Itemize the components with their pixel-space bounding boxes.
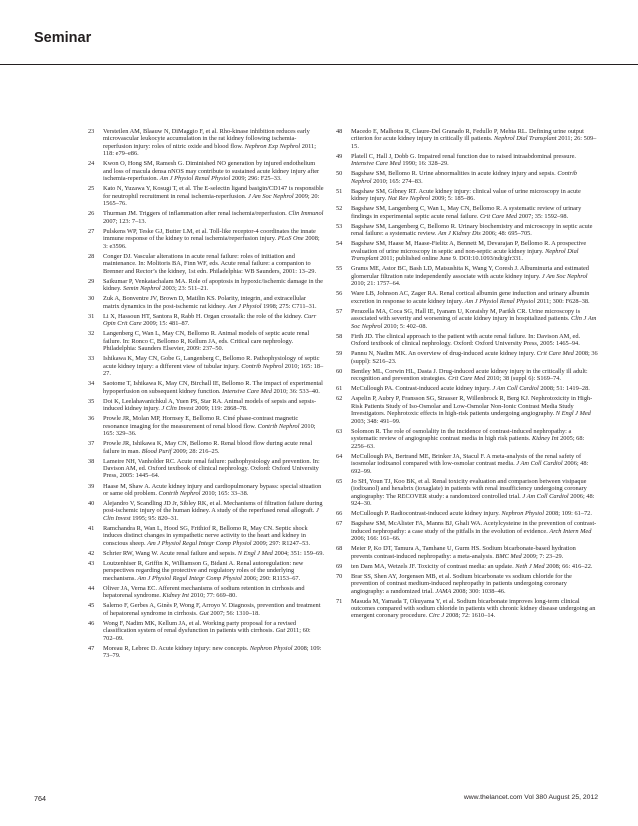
reference-citation: 2009; 28: 216–25.: [171, 447, 220, 455]
reference-list-right: [336, 128, 598, 623]
reference-text: Masuda M, Yamada T, Okuyama Y, et al. Sodium bicarbonate improves long-term clinical outcomes compared with sodium chloride in patients with chronic kidney disease undergoing an emergent coronary procedure.: [351, 597, 596, 620]
reference-citation: 2010; 21: 1757–64.: [351, 280, 401, 288]
reference-journal: J Am Soc Nephrol: [541, 272, 588, 280]
reference-text: Saikumar P, Venkatachalam MA. Role of apoptosis in hypoxic/ischemic damage in the kidney.: [103, 277, 323, 293]
reference-citation: 2008; 72: 1610–14.: [444, 612, 496, 620]
reference-journal: J Am Soc Nephrol: [247, 192, 294, 200]
reference-citation: 2009; 119: 2868–78.: [193, 405, 248, 413]
reference-item: [88, 560, 324, 582]
reference-number: 24: [88, 160, 95, 168]
reference-text: Macedo E, Malhotra R, Claure-Del Granado R, Fedullo P, Mehta RL. Defining urine output criterion for acute kidney injury in critically ill patients.: [351, 128, 584, 143]
reference-item: [88, 228, 324, 250]
reference-text: Thurman JM. Triggers of inflammation after renal ischemia/reperfusion.: [103, 210, 289, 218]
reference-citation: 2011; 60: 702–09.: [103, 627, 311, 642]
reference-journal: Nephron Exp Nephrol: [244, 142, 301, 150]
reference-number: 55: [336, 265, 343, 273]
reference-item: [336, 545, 598, 560]
reference-journal: Am J Physiol Regul Integr Comp Physiol: [147, 539, 252, 547]
reference-number: 56: [336, 290, 343, 298]
reference-item: [88, 330, 324, 352]
reference-journal: J Clin Invest: [161, 405, 194, 413]
reference-citation: 2010; 5: 402–08.: [382, 322, 428, 330]
reference-item: [336, 368, 598, 383]
reference-number: 27: [88, 227, 95, 235]
reference-citation: 2009; 5: 185–86.: [430, 195, 475, 203]
reference-journal: Contrib Nephrol: [257, 422, 300, 430]
reference-text: McCullough PA. Contrast-induced acute kidney injury.: [351, 385, 493, 393]
reference-item: [336, 290, 598, 305]
reference-item: [336, 478, 598, 508]
reference-citation: 2006; 48: 924–30.: [351, 492, 595, 508]
reference-number: 38: [88, 457, 95, 465]
reference-journal: Crit Care Med: [448, 375, 486, 383]
reference-item: [88, 295, 324, 310]
reference-number: 31: [88, 312, 95, 320]
reference-item: [88, 160, 324, 182]
reference-citation: 2011; 118: e79–e86.: [103, 142, 316, 158]
reference-text: Bagshaw SM, Bellomo R. Urine abnormalities in acute kidney injury and sepsis.: [351, 170, 558, 178]
reference-number: 62: [336, 395, 343, 403]
reference-number: 57: [336, 307, 343, 315]
reference-number: 23: [88, 128, 95, 135]
reference-item: [336, 385, 598, 392]
reference-text: Alejandro V, Scandling JD Jr, Sibley RK, et al. Mechanisms of filtration failure during post-ischemic injury of the human kidney. A study of the reperfused renal allograft.: [103, 500, 323, 515]
reference-item: [336, 563, 598, 570]
reference-text: Brar SS, Shen AY, Jorgensen MB, et al. Sodium bicarbonate vs sodium chloride for the prevention of contrast medium-induced nephropathy in patients undergoing coronary angiography: a randomized trial.: [351, 572, 572, 595]
reference-citation: 2009; 297: R1247–53.: [251, 539, 311, 547]
reference-item: [88, 415, 324, 437]
reference-journal: Blood Purif: [141, 447, 172, 455]
reference-journal: Am J Physiol: [228, 302, 262, 310]
reference-text: Pulskens WP, Teske GJ, Butter LM, et al. Toll-like receptor-4 coordinates the innate immune response of the kidney to renal ischemia/reperfusion injury.: [103, 227, 316, 243]
reference-text: Haase M, Shaw A. Acute kidney injury and cardiopulmonary bypass: special situation or same old problem.: [103, 482, 322, 497]
page-number: 764: [34, 794, 46, 803]
reference-text: Ware LB, Johnson AC, Zager RA. Renal cortical albumin gene induction and urinary albumin excretion in response to acute kidney injury.: [351, 290, 590, 305]
reference-item: [336, 153, 598, 168]
reference-text: Prowle JR, Molan MP, Hornsey E, Bellomo R. Ciné phase-contrast magnetic resonance imaging for the measurement of renal blood flow.: [103, 415, 299, 430]
reference-journal: Contrib Nephrol: [351, 170, 578, 185]
reference-text: Grams ME, Astor BC, Bash LD, Matsushita K, Wang Y, Coresh J. Albuminuria and estimated glomerular filtration rate independently associate with acute kidney injury.: [351, 265, 589, 280]
reference-journal: Crit Care Med: [479, 212, 518, 220]
reference-number: 34: [88, 380, 95, 388]
reference-journal: N Engl J Med: [237, 549, 273, 557]
reference-citation: 2007; 56: 1310–18.: [208, 609, 260, 617]
reference-citation: 2003; 23: 511–21.: [160, 285, 209, 293]
reference-journal: J Am Coll Cardiol: [516, 460, 563, 468]
reference-journal: Am J Physiol Renal Physiol: [159, 175, 231, 183]
reference-number: 64: [336, 452, 343, 460]
reference-number: 26: [88, 210, 95, 218]
reference-citation: 2010; 165: 274–83.: [371, 177, 423, 185]
reference-text: Langenberg C, Wan L, May CN, Bellomo R. Animal models of septic acute renal failure. In: Ronco C, Bellomo R, Kellum JA, eds. Critical care nephrology. Philadelphia: Saunders Elsevier, 2009: 237–50.: [103, 330, 310, 353]
reference-journal: Contrib Nephrol: [158, 489, 201, 497]
reference-citation: 2009; 15: 481–87.: [141, 320, 190, 328]
reference-text: Meier P, Ko DT, Tamura A, Tamhane U, Gurm HS. Sodium bicarbonate-based hydration prevents contrast-induced nephropathy: a meta-analysis.: [351, 545, 576, 560]
reference-citation: 2008; 300: 1038–46.: [451, 587, 506, 595]
reference-journal: J Am Coll Cardiol: [492, 385, 539, 393]
reference-citation: 2008; 51: 1419–28.: [538, 385, 590, 393]
reference-citation: 2008; 66: 416–22.: [544, 562, 593, 570]
reference-number: 40: [88, 500, 95, 508]
reference-item: [88, 620, 324, 642]
reference-number: 28: [88, 252, 95, 260]
reference-text: Kato N, Yuzawa Y, Kosugi T, et al. The E-selectin ligand basigin/CD147 is responsible for neutrophil recruitment in renal ischemia-reperfusion.: [103, 185, 324, 200]
reference-journal: Intensive Care Med: [351, 160, 401, 168]
reference-item: [88, 128, 324, 158]
reference-citation: 2009; 296: F25–33.: [230, 175, 282, 183]
reference-item: [88, 602, 324, 617]
reference-citation: 2006; 48: 695–705.: [480, 230, 532, 238]
reference-number: 35: [88, 397, 95, 405]
reference-number: 59: [336, 350, 343, 358]
section-title: Seminar: [34, 30, 92, 46]
reference-journal: Nephrol Dial Transplant: [494, 135, 557, 143]
reference-number: 42: [88, 549, 95, 557]
reference-number: 53: [336, 222, 343, 230]
reference-citation: 2010; 165: 329–36.: [103, 422, 316, 438]
reference-journal: Kidney Int: [531, 435, 559, 443]
reference-text: Moreau R, Lebrec D. Acute kidney injury: new concepts.: [103, 644, 250, 652]
reference-journal: Am J Physiol Regul Integr Comp Physiol: [137, 574, 242, 582]
reference-text: Perazella MA, Coca SG, Hall IE, Iyanam U, Koraishy M, Parikh CR. Urine microscopy is associated with severity and worsening of acute kidney injury in hospitalized patients.: [351, 307, 581, 323]
reference-list-left: [88, 128, 324, 662]
reference-number: 37: [88, 440, 95, 448]
reference-item: [88, 185, 324, 207]
reference-journal: Intensive Care Med: [222, 387, 272, 395]
reference-journal: J Clin Invest: [103, 507, 319, 522]
reference-item: [336, 453, 598, 475]
reference-text: Jo SH, Youn TJ, Koo BK, et al. Renal toxicity evaluation and comparison between visipaque (iodixanol) and hexabrix (ioxaglate) in patients with renal insufficiency undergoing coronary angiography: The RECOVER study: a randomized controlled trial.: [351, 477, 587, 500]
reference-item: [336, 520, 598, 542]
reference-item: [336, 395, 598, 425]
reference-citation: 2006; 48: 692–99.: [351, 460, 589, 475]
reference-number: 33: [88, 355, 95, 363]
reference-journal: Nat Rev Nephrol: [387, 195, 431, 203]
reference-number: 43: [88, 559, 95, 567]
reference-item: [336, 573, 598, 595]
reference-text: Wong F, Nadim MK, Kellum JA, et al. Working party proposal for a revised classification system of renal dysfunction in patients with cirrhosis.: [103, 619, 297, 635]
reference-item: [88, 458, 324, 480]
reference-text: Bagshaw SM, Langenberg C, Bellomo R. Urinary biochemistry and microscopy in septic acute renal failure: a systematic review.: [351, 222, 593, 238]
reference-citation: 2010; 165: 18–27.: [103, 362, 324, 378]
reference-number: 50: [336, 170, 343, 178]
reference-item: [336, 428, 598, 450]
reference-number: 71: [336, 597, 343, 605]
reference-item: [88, 278, 324, 293]
reference-journal: Nephrol Dial Transplant: [351, 247, 579, 263]
reference-citation: 2007; 35: 1592–98.: [517, 212, 569, 220]
reference-number: 44: [88, 584, 95, 592]
reference-text: Bagshaw SM, Langenberg C, Wan L, May CN, Bellomo R. A systematic review of urinary findings in experimental septic acute renal failure.: [351, 205, 582, 220]
reference-citation: 1990; 16: 328–29.: [400, 160, 449, 168]
reference-citation: 2008; 36 (suppl): S216–23.: [351, 350, 598, 365]
reference-number: 51: [336, 187, 343, 195]
reference-text: Firth JD. The clinical approach to the patient with acute renal failure. In: Davison AM, ed. Oxford textbook of clinical nephrology. Oxford: Oxford University Press, 2005: 1465–94.: [351, 332, 581, 348]
reference-citation: 2010; 38 (suppl 6): S169–74.: [485, 375, 561, 383]
reference-journal: Gut: [199, 609, 209, 617]
reference-citation: 2007; 123: 7–13.: [103, 217, 147, 225]
reference-text: Kwon O, Hong SM, Ramesh G. Diminished NO generation by injured endothelium and loss of macula densa nNOS may contribute to sustained acute kidney injury after ischemia-reperfusion.: [103, 160, 320, 183]
reference-item: [88, 380, 324, 395]
reference-number: 49: [336, 152, 343, 160]
reference-item: [336, 188, 598, 203]
reference-item: [336, 240, 598, 262]
reference-journal: Gut: [275, 627, 286, 635]
reference-journal: Clin Immunol: [288, 210, 324, 218]
reference-text: Saotome T, Ishikawa K, May CN, Birchall IE, Bellomo R. The impact of experimental hypoperfusion on subsequent kidney function.: [103, 380, 323, 395]
reference-journal: Contrib Nephrol: [241, 362, 284, 370]
journal-footer: www.thelancet.com Vol 380 August 25, 2012: [463, 794, 598, 801]
reference-citation: 2009; 20: 1565–76.: [103, 192, 320, 208]
reference-number: 25: [88, 185, 95, 193]
reference-journal: J Am Coll Cardiol: [522, 492, 569, 500]
reference-text: Bagshaw SM, Haase M, Haase-Fielitz A, Bennett M, Devarajan P, Bellomo R. A prospective evaluation of urine microscopy in septic and non-septic acute kidney injury.: [351, 240, 587, 255]
reference-item: [88, 355, 324, 377]
reference-number: 58: [336, 332, 343, 340]
reference-item: [336, 598, 598, 620]
reference-item: [88, 645, 324, 660]
reference-number: 36: [88, 415, 95, 423]
reference-item: [88, 398, 324, 413]
reference-citation: 2011; 300: F628–38.: [535, 297, 590, 305]
reference-citation: 2006; 166: 161–66.: [351, 535, 401, 543]
reference-journal: Crit Care Med: [536, 350, 574, 358]
reference-item: [336, 510, 598, 517]
reference-item: [88, 210, 324, 225]
reference-text: McCullough P. Radiocontrast-induced acute kidney injury.: [351, 510, 502, 518]
reference-number: 54: [336, 240, 343, 248]
reference-citation: 2010; 165: 33–38.: [200, 489, 249, 497]
reference-citation: 2011; published online June 9. DOI:10.1093/ndt/gfr331.: [378, 255, 523, 263]
reference-journal: JAMA: [435, 587, 452, 595]
reference-number: 39: [88, 482, 95, 490]
reference-text: Aspelin P, Aubry P, Fransson SG, Strasser R, Willenbrock R, Berg KJ. Nephrotoxicity in High-Risk Patients Study of Iso-Osmolar and Low-Osmolar Non-Ionic Contrast Media Study Investigators. Nephrotoxic effects in high-risk patients undergoing angiography.: [351, 395, 593, 418]
reference-text: Conger DJ. Vascular alterations in acute renal failure: roles of initiation and maintenance. In: Molitoris BA, Finn WF, eds. Acute renal failure: a companion to Brenner and Rector’s the kidney, 1st edn. Philadelphia: WB Saunders, 2001: 13–29.: [103, 252, 317, 275]
reference-number: 67: [336, 520, 343, 528]
reference-text: McCullough PA, Bertrand ME, Brinker JA, Stacul F. A meta-analysis of the renal safety of isosmolar iodixanol compared with low-osmolar contrast media.: [351, 452, 582, 468]
reference-citation: 1995; 95: 820–31.: [130, 514, 179, 522]
reference-item: [88, 525, 324, 547]
reference-item: [336, 308, 598, 330]
reference-text: Bagshaw SM, Gibney RT. Acute kidney injury: clinical value of urine microscopy in acute kidney injury.: [351, 187, 581, 203]
reference-text: Zuk A, Bonventre JV, Brown D, Matilin KS. Polarity, integrin, and extracellular matrix dynamics in the post-ischemic rat kidney.: [103, 295, 306, 310]
reference-item: [88, 253, 324, 275]
reference-text: Platell C, Hall J, Dobb G. Impaired renal function due to raised intraabdominal pressure.: [351, 152, 576, 160]
reference-citation: 2008; 3: e3596.: [103, 235, 320, 250]
reference-text: Loutzenhiser R, Griffin K, Williamson G, Bidani A. Renal autoregulation: new perspectives regarding the protective and regulatory roles of the underlying mechanisms.: [103, 559, 304, 582]
reference-text: Versteilen AM, Blaauw N, DiMaggio F, et al. Rho-kinase inhibition reduces early microvascular leukocyte accumulation in the rat kidney following ischemia-reperfusion injury: roles of nitric oxide and blood flow.: [103, 128, 310, 150]
reference-journal: Arch Intern Med: [549, 527, 592, 535]
reference-number: 32: [88, 330, 95, 338]
reference-item: [88, 585, 324, 600]
reference-journal: Am J Kidney Dis: [437, 230, 481, 238]
reference-item: [336, 128, 598, 150]
reference-journal: Circ J: [428, 612, 445, 620]
reference-citation: 2010; 36: 533–40.: [271, 387, 320, 395]
reference-text: Solomon R. The role of osmolality in the incidence of contrast-induced nephropathy: a systematic review of angiographic contrast media in high risk patients.: [351, 427, 572, 443]
reference-journal: Clin J Am Soc Nephrol: [351, 315, 597, 330]
reference-citation: 2006; 290: R1153–67.: [241, 574, 301, 582]
header-rule: [0, 64, 638, 65]
reference-number: 45: [88, 602, 95, 610]
reference-journal: Curr Opin Crit Care: [103, 312, 317, 328]
reference-number: 48: [336, 128, 343, 135]
reference-citation: 2011; 26: 509–15.: [351, 135, 597, 150]
reference-number: 63: [336, 427, 343, 435]
reference-journal: Am J Physiol Renal Physiol: [464, 297, 536, 305]
reference-text: Bentley ML, Corwin HL, Dasta J. Drug-induced acute kidney injury in the critically ill adult: recognition and prevention strategies.: [351, 367, 588, 383]
reference-number: 41: [88, 524, 95, 532]
reference-item: [88, 500, 324, 522]
reference-citation: 2004; 351: 159–69.: [272, 549, 324, 557]
reference-text: Doi K, Leelahavanichkul A, Yuen PS, Star RA. Animal models of sepsis and sepsis-induced kidney injury.: [103, 397, 317, 413]
reference-journal: PLoS One: [277, 235, 304, 243]
reference-citation: 2003; 348: 491–99.: [351, 417, 401, 425]
reference-number: 60: [336, 367, 343, 375]
reference-journal: Nephron Physiol: [249, 644, 293, 652]
reference-journal: Kidney Int: [162, 592, 189, 600]
reference-citation: 2008; 109: 73–79.: [103, 644, 322, 660]
reference-citation: 2010; 77: 669–80.: [188, 592, 237, 600]
reference-text: Pannu N, Nadim MK. An overview of drug-induced acute kidney injury.: [351, 350, 537, 358]
reference-number: 46: [88, 619, 95, 627]
reference-citation: 2008; 109: 61–72.: [544, 510, 592, 518]
reference-journal: Semin Nephrol: [123, 285, 161, 293]
reference-number: 61: [336, 385, 343, 393]
reference-item: [336, 265, 598, 287]
reference-item: [336, 333, 598, 348]
reference-item: [336, 205, 598, 220]
reference-text: Ishikawa K, May CN, Gobe G, Langenberg C, Bellomo R. Pathophysiology of septic acute kidney injury: a different view of tubular injury.: [103, 355, 320, 370]
reference-journal: N Engl J Med: [555, 410, 591, 418]
reference-citation: 1998; 275: C711–31.: [261, 302, 317, 310]
reference-item: [88, 550, 324, 557]
reference-item: [88, 313, 324, 328]
reference-number: 66: [336, 510, 343, 518]
reference-item: [88, 483, 324, 498]
reference-journal: BMC Med: [495, 552, 522, 560]
reference-text: Ramchandra R, Wan L, Hood SG, Frithiof R, Bellomo R, May CN. Septic shock induces distinct changes in sympathetic nerve activity to the heart and kidney in conscious sheep.: [103, 524, 308, 547]
reference-citation: 2005; 68: 2256–63.: [351, 435, 585, 450]
reference-text: Schrier RW, Wang W. Acute renal failure and sepsis.: [103, 549, 238, 557]
reference-citation: 2009; 7: 23–29.: [521, 552, 564, 560]
reference-text: Prowle JR, Ishikawa K, May CN, Bellomo R. Renal blood flow during acute renal failure in man.: [103, 440, 313, 455]
reference-journal: Nephron Physiol: [501, 510, 544, 518]
reference-text: Salerno F, Gerbes A, Ginès P, Wong F, Arroyo V. Diagnosis, prevention and treatment of hepatorenal syndrome in cirrhosis.: [103, 602, 321, 617]
reference-number: 68: [336, 545, 343, 553]
reference-text: Lameire NH, Vanholder RC. Acute renal failure: pathophysiology and prevention. In: Davison AM, ed. Oxford textbook of clinical nephrology. Oxford: Oxford University Press, 2005: 1445–64.: [103, 457, 320, 480]
reference-number: 52: [336, 205, 343, 213]
reference-number: 29: [88, 277, 95, 285]
reference-text: Oliver JA, Verna EC. Afferent mechanisms of sodium retention in cirrhosis and hepatorenal syndrome.: [103, 584, 305, 600]
reference-text: Li X, Hassoun HT, Santora R, Rabb H. Organ crosstalk: the role of the kidney.: [103, 312, 304, 320]
reference-number: 69: [336, 562, 343, 570]
reference-item: [88, 440, 324, 455]
reference-number: 70: [336, 572, 343, 580]
reference-number: 47: [88, 644, 95, 652]
reference-text: Bagshaw SM, McAlister FA, Manns BJ, Ghali WA. Acetylcysteine in the prevention of contrast-induced nephropathy: a case study of the pitfalls in the evolution of evidence.: [351, 520, 597, 535]
reference-text: ten Dam MA, Wetzels JF. Toxicity of contrast media: an update.: [351, 562, 516, 570]
reference-number: 65: [336, 477, 343, 485]
reference-journal: Neth J Med: [515, 562, 545, 570]
reference-item: [336, 223, 598, 238]
reference-number: 30: [88, 295, 95, 303]
reference-item: [336, 350, 598, 365]
reference-item: [336, 170, 598, 185]
